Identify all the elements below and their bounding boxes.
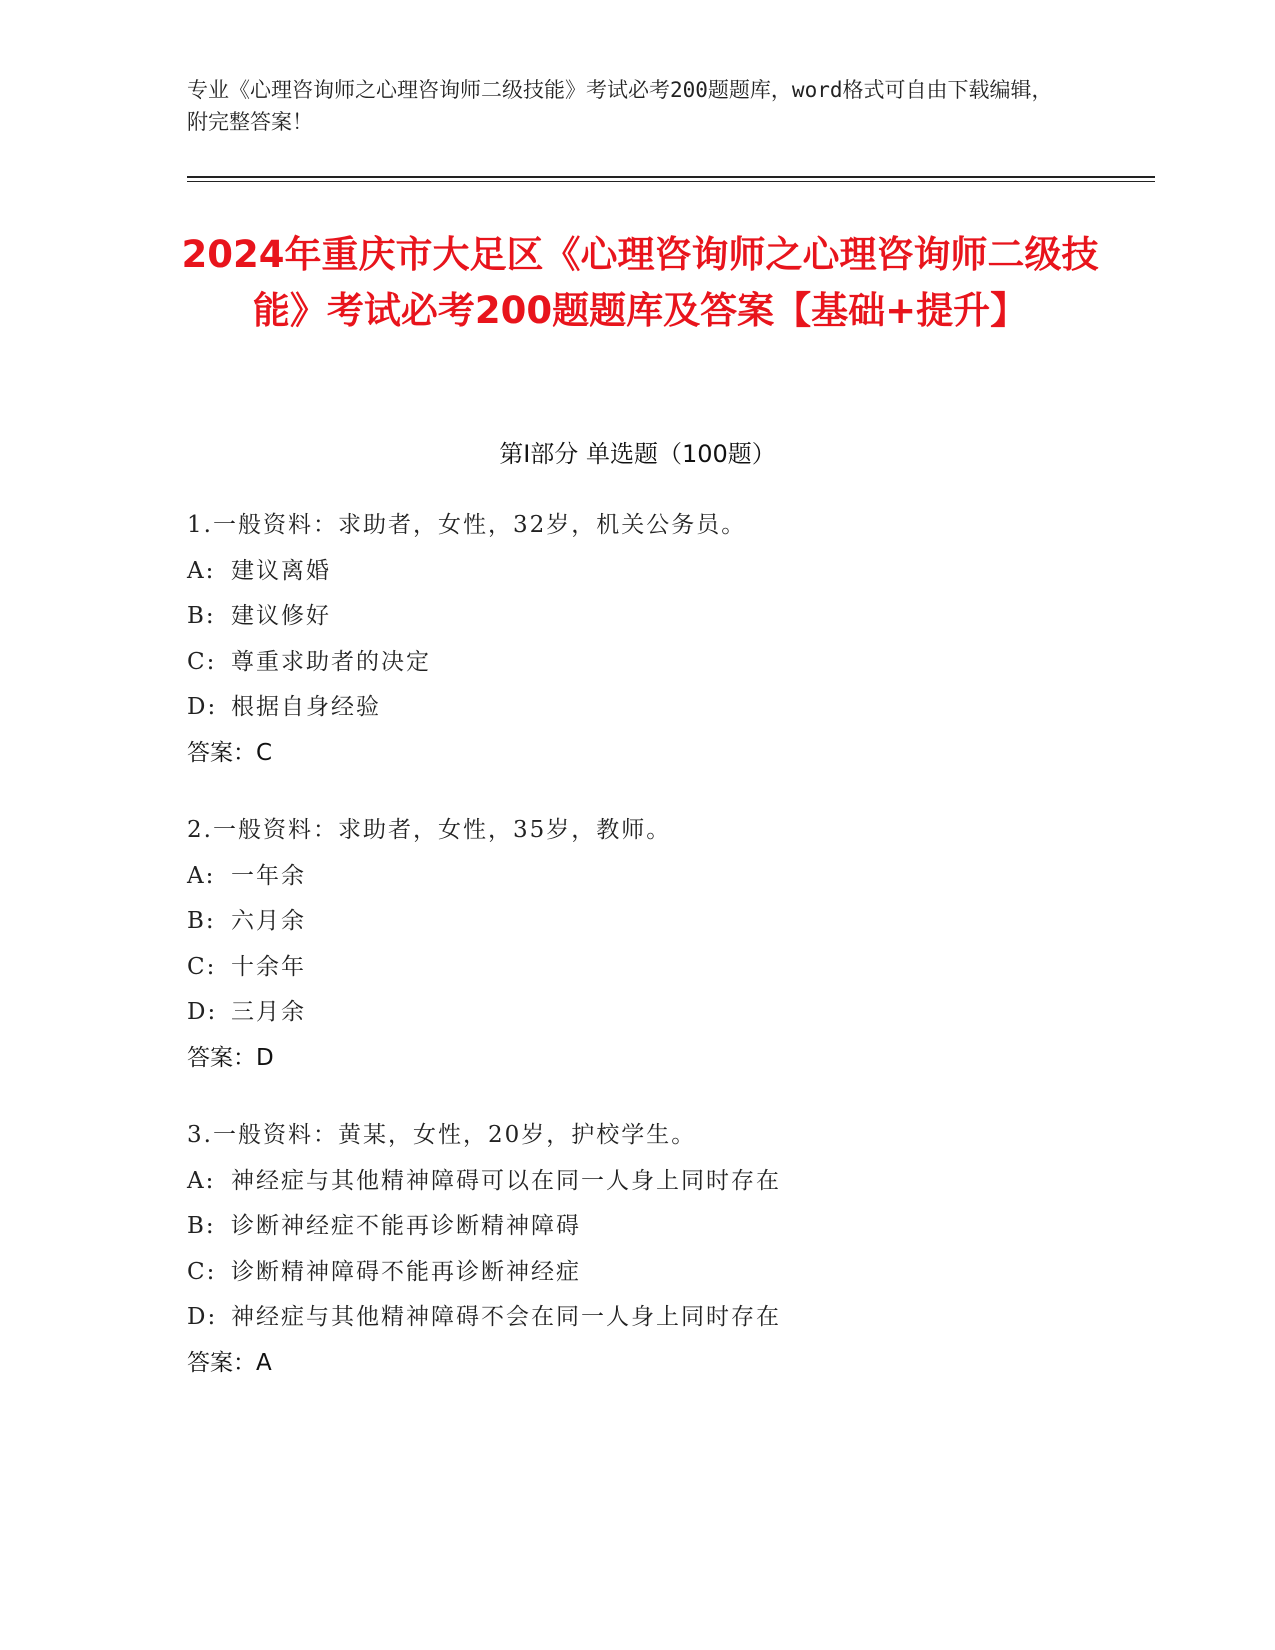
option-d <box>187 1295 1087 1341</box>
option-key: D: <box>187 999 218 1025</box>
option-key: A: <box>187 862 216 889</box>
header-rule-thin <box>187 181 1155 182</box>
option-text: 三月余 <box>231 999 306 1025</box>
option-text: 神经症与其他精神障碍可以在同一人身上同时存在 <box>231 1167 781 1194</box>
option-text: 建议离婚 <box>231 557 331 584</box>
option-key: C: <box>187 953 217 980</box>
option-a <box>187 549 1087 595</box>
section-heading: 第Ⅰ部分 单选题（100题） <box>499 440 776 468</box>
option-d <box>187 990 1087 1036</box>
option-b <box>187 594 1087 640</box>
option-key: D: <box>187 694 218 720</box>
option-text: 根据自身经验 <box>231 694 381 720</box>
option-b <box>187 899 1087 945</box>
option-text: 诊断神经症不能再诊断精神障碍 <box>231 1213 581 1239</box>
header-note: 专业《心理咨询师之心理咨询师二级技能》考试必考200题题库，word格式可自由下载编辑，附完整答案！ <box>187 78 1053 134</box>
question-stem: 2.一般资料：求助者，女性，35岁，教师。 <box>187 817 672 843</box>
question-stem: 3.一般资料：黄某，女性，20岁，护校学生。 <box>187 1122 697 1148</box>
question-2 <box>187 808 1087 1081</box>
option-key: B: <box>187 908 216 934</box>
option-a <box>187 1159 1087 1205</box>
option-b <box>187 1204 1087 1250</box>
question-3 <box>187 1113 1087 1386</box>
question-1 <box>187 503 1087 776</box>
option-c <box>187 1250 1087 1296</box>
option-key: B: <box>187 603 216 629</box>
answer: 答案：C <box>187 739 273 766</box>
option-text: 建议修好 <box>231 603 331 629</box>
option-text: 十余年 <box>231 953 306 980</box>
answer: 答案：D <box>187 1044 274 1071</box>
option-text: 尊重求助者的决定 <box>231 648 431 675</box>
question-stem: 1.一般资料：求助者，女性，32岁，机关公务员。 <box>187 512 747 538</box>
option-text: 六月余 <box>231 908 306 934</box>
option-d <box>187 685 1087 731</box>
option-key: A: <box>187 1167 216 1194</box>
option-key: D: <box>187 1304 218 1330</box>
option-key: C: <box>187 648 217 675</box>
answer: 答案：A <box>187 1349 272 1376</box>
option-a <box>187 854 1087 900</box>
header-rule-thick <box>187 176 1155 178</box>
option-text: 神经症与其他精神障碍不会在同一人身上同时存在 <box>231 1304 781 1330</box>
option-key: A: <box>187 557 216 584</box>
option-text: 一年余 <box>231 862 306 889</box>
option-key: B: <box>187 1213 216 1239</box>
option-key: C: <box>187 1258 217 1285</box>
option-c <box>187 640 1087 686</box>
option-text: 诊断精神障碍不能再诊断神经症 <box>231 1258 581 1285</box>
option-c <box>187 945 1087 991</box>
document-title: 2024年重庆市大足区《心理咨询师之心理咨询师二级技能》考试必考200题题库及答案【基础+提升】 <box>181 233 1099 332</box>
